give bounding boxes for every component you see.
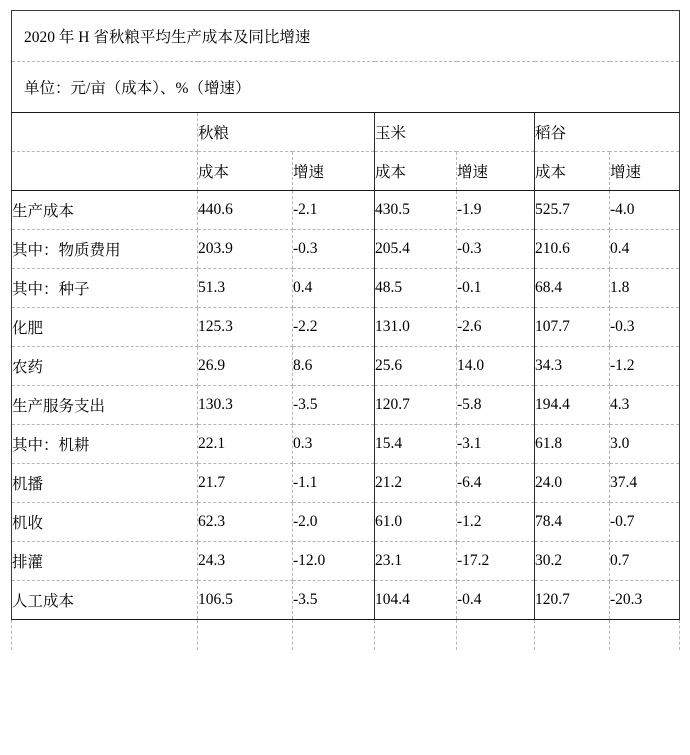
subheader-qiuliang-growth: 增速: [293, 152, 375, 191]
cell-value: 61.8: [535, 425, 610, 464]
subheader-daogu-cost: 成本: [535, 152, 610, 191]
cell-value: 104.4: [375, 581, 457, 620]
cell-value: -2.6: [457, 308, 535, 347]
footer-cell: [535, 620, 610, 651]
document-page: [0, 10, 690, 755]
cell-value: -0.3: [457, 230, 535, 269]
row-label: 机播: [12, 464, 198, 503]
cell-value: 125.3: [198, 308, 293, 347]
row-label: 人工成本: [12, 581, 198, 620]
cell-value: 21.2: [375, 464, 457, 503]
cell-value: -3.1: [457, 425, 535, 464]
cell-value: -3.5: [293, 386, 375, 425]
cell-value: -0.4: [457, 581, 535, 620]
table-row: [12, 581, 680, 620]
row-label: 农药: [12, 347, 198, 386]
cell-value: 8.6: [293, 347, 375, 386]
row-label: 机收: [12, 503, 198, 542]
table-corner: [12, 113, 198, 152]
cell-value: -1.1: [293, 464, 375, 503]
cell-value: 203.9: [198, 230, 293, 269]
footer-cell: [198, 620, 293, 651]
row-label: 其中：机耕: [12, 425, 198, 464]
cell-value: 25.6: [375, 347, 457, 386]
cell-value: -17.2: [457, 542, 535, 581]
cell-value: -6.4: [457, 464, 535, 503]
cell-value: 194.4: [535, 386, 610, 425]
header-group-row: [12, 113, 680, 152]
cell-value: 3.0: [610, 425, 680, 464]
table-row: [12, 425, 680, 464]
row-label: 生产服务支出: [12, 386, 198, 425]
cell-value: 15.4: [375, 425, 457, 464]
cell-value: -4.0: [610, 191, 680, 230]
cell-value: -0.7: [610, 503, 680, 542]
header-sub-row: [12, 152, 680, 191]
table-row: [12, 191, 680, 230]
group-header-yumi: 玉米: [375, 113, 535, 152]
cell-value: 24.3: [198, 542, 293, 581]
row-label: 生产成本: [12, 191, 198, 230]
table-row: [12, 308, 680, 347]
cell-value: -2.0: [293, 503, 375, 542]
table-row: [12, 230, 680, 269]
title-row: [12, 11, 680, 62]
cell-value: -5.8: [457, 386, 535, 425]
document-title: 2020 年 H 省秋粮平均生产成本及同比增速: [12, 11, 680, 62]
footer-cell: [457, 620, 535, 651]
cell-value: -2.2: [293, 308, 375, 347]
unit-note: 单位：元/亩（成本）、%（增速）: [12, 62, 680, 113]
cell-value: 120.7: [535, 581, 610, 620]
cell-value: 0.7: [610, 542, 680, 581]
cell-value: 62.3: [198, 503, 293, 542]
group-header-daogu: 稻谷: [535, 113, 680, 152]
cell-value: -2.1: [293, 191, 375, 230]
cell-value: 1.8: [610, 269, 680, 308]
row-label: 排灌: [12, 542, 198, 581]
footer-cell: [293, 620, 375, 651]
table-row: [12, 542, 680, 581]
table-row: [12, 269, 680, 308]
cell-value: -1.2: [457, 503, 535, 542]
cell-value: 525.7: [535, 191, 610, 230]
footer-cell: [610, 620, 680, 651]
cell-value: 4.3: [610, 386, 680, 425]
cell-value: -1.2: [610, 347, 680, 386]
table-row: [12, 464, 680, 503]
row-label: 化肥: [12, 308, 198, 347]
footer-cell: [12, 620, 198, 651]
subheader-daogu-growth: 增速: [610, 152, 680, 191]
cell-value: 34.3: [535, 347, 610, 386]
cell-value: 205.4: [375, 230, 457, 269]
cell-value: 51.3: [198, 269, 293, 308]
cell-value: 210.6: [535, 230, 610, 269]
cell-value: -0.3: [610, 308, 680, 347]
cell-value: 130.3: [198, 386, 293, 425]
cell-value: 78.4: [535, 503, 610, 542]
unit-row: [12, 62, 680, 113]
cell-value: 0.4: [293, 269, 375, 308]
cell-value: 0.3: [293, 425, 375, 464]
cell-value: 106.5: [198, 581, 293, 620]
cell-value: -12.0: [293, 542, 375, 581]
cell-value: 26.9: [198, 347, 293, 386]
row-label: 其中：种子: [12, 269, 198, 308]
cell-value: -20.3: [610, 581, 680, 620]
subheader-yumi-cost: 成本: [375, 152, 457, 191]
subheader-blank: [12, 152, 198, 191]
cell-value: 440.6: [198, 191, 293, 230]
cell-value: 0.4: [610, 230, 680, 269]
cost-table: [11, 10, 680, 650]
cell-value: 37.4: [610, 464, 680, 503]
cell-value: 131.0: [375, 308, 457, 347]
cell-value: 22.1: [198, 425, 293, 464]
cell-value: 24.0: [535, 464, 610, 503]
cell-value: 68.4: [535, 269, 610, 308]
group-header-qiuliang: 秋粮: [198, 113, 375, 152]
table-row: [12, 503, 680, 542]
footer-cell: [375, 620, 457, 651]
cell-value: 30.2: [535, 542, 610, 581]
cell-value: -1.9: [457, 191, 535, 230]
cell-value: 21.7: [198, 464, 293, 503]
table-footer-row: [12, 620, 680, 651]
row-label: 其中：物质费用: [12, 230, 198, 269]
subheader-qiuliang-cost: 成本: [198, 152, 293, 191]
cell-value: -0.1: [457, 269, 535, 308]
cell-value: 107.7: [535, 308, 610, 347]
cell-value: -3.5: [293, 581, 375, 620]
cell-value: 61.0: [375, 503, 457, 542]
table-row: [12, 386, 680, 425]
cell-value: 120.7: [375, 386, 457, 425]
cell-value: -0.3: [293, 230, 375, 269]
cell-value: 48.5: [375, 269, 457, 308]
subheader-yumi-growth: 增速: [457, 152, 535, 191]
cell-value: 14.0: [457, 347, 535, 386]
cell-value: 23.1: [375, 542, 457, 581]
table-row: [12, 347, 680, 386]
cell-value: 430.5: [375, 191, 457, 230]
